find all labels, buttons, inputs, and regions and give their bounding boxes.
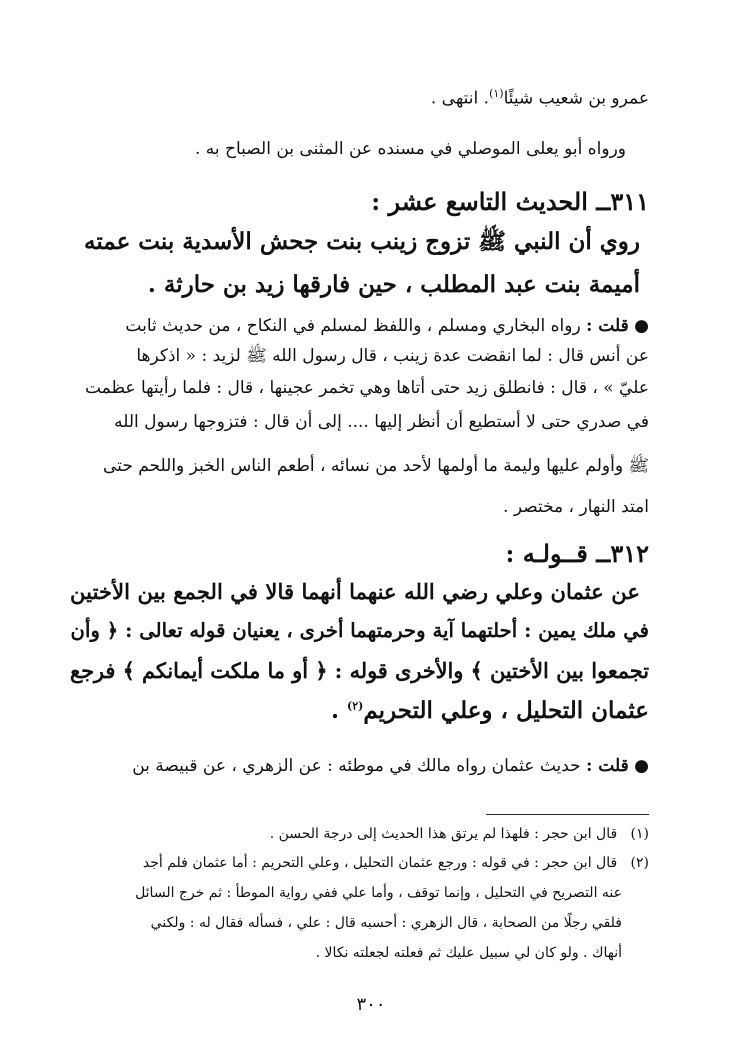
hadith-311-heading: ٣١١ــ الحديث التاسع عشر : <box>371 187 649 216</box>
commentary-text: حديث عثمان رواه مالك في موطئه : عن الزهري ، عن قبيصة بن <box>132 756 581 776</box>
footnote-1-text: قال ابن حجر : فلهذا لم يرتق هذا الحديث إلى درجة الحسن . <box>269 826 618 842</box>
hadith-311-commentary-line: عن أنس قال : لما انقضت عدة زينب ، قال رسول الله ﷺ لزيد : « اذكرها <box>136 346 649 366</box>
footnote-2-line: عنه التصريح في التحليل ، وإنما توقف ، وأما علي ففي رواية الموطأ : ثم خرج السائل <box>135 885 622 901</box>
commentary-label: قلت : <box>586 316 629 336</box>
footnote-2-mark: (٢) <box>630 855 649 871</box>
continuation-line-1 <box>431 87 649 109</box>
hadith-312-text-line: في ملك يمين : أحلتهما آية وحرمتهما أخرى ، يعنيان قوله تعالى : ﴿ وأن <box>70 619 649 642</box>
bullet-marker: ● <box>634 756 649 776</box>
footnote-1 <box>270 826 649 843</box>
hadith-311-commentary-line: عليّ » ، قال : فانطلق زيد حتى أتاها وهي تخمر عجينها ، قال : فلما رأيتها عظمت <box>84 378 649 398</box>
hadith-312-text-line-last <box>331 698 649 724</box>
hadith-311-text-line: أميمة بنت عبد المطلب ، حين فارقها زيد بن حارثة . <box>147 271 640 298</box>
hadith-311-commentary-line: في صدري حتى لا أستطيع أن أنظر إليها .... إلى أن قال : فتزوجها رسول الله <box>114 412 649 432</box>
hadith-312-last-end: . <box>330 697 347 724</box>
bullet-marker: ● <box>634 316 649 336</box>
footnote-ref-2: (٢) <box>346 699 364 713</box>
continuation-end: . انتهى . <box>430 88 490 109</box>
footnote-ref-1: (١) <box>489 87 504 100</box>
footnote-separator <box>486 814 649 815</box>
footnote-2 <box>143 855 649 872</box>
hadith-311-text-line: روي أن النبي ﷺ تزوج زينب بنت جحش الأسدية بنت عمته <box>84 228 640 255</box>
hadith-312-text-line: عن عثمان وعلي رضي الله عنهما أنهما قالا في الجمع بين الأختين <box>70 580 640 605</box>
footnote-2-text: قال ابن حجر : في قوله : ورجع عثمان التحليل ، وعلي التحريم : أما عثمان فلم أجد <box>142 855 618 871</box>
hadith-312-last-text: عثمان التحليل ، وعلي التحريم <box>363 697 649 724</box>
commentary-label: قلت : <box>586 756 629 776</box>
commentary-text: رواه البخاري ومسلم ، واللفظ لمسلم في النكاح ، من حديث ثابت <box>125 316 581 336</box>
footnote-2-line: فلقي رجلًا من الصحابة ، قال الزهري : أحسبه قال : علي ، فسأله فقال له : ولكني <box>150 915 622 931</box>
footnote-2-line: أنهاك . ولو كان لي سبيل عليك ثم فعلته لجعلته نكالا . <box>315 945 622 961</box>
hadith-311-commentary-line: امتد النهار ، مختصر . <box>503 497 649 517</box>
hadith-311-commentary-line: ﷺ وأولم عليها وليمة ما أولمها لأحد من نسائه ، أطعم الناس الخبز واللحم حتى <box>103 456 649 476</box>
hadith-312-commentary-first <box>132 756 649 776</box>
continuation-line-2: ورواه أبو يعلى الموصلي في مسنده عن المثنى بن الصباح به . <box>194 139 626 159</box>
hadith-311-commentary-first <box>125 316 649 336</box>
hadith-312-text-line: تجمعوا بين الأختين ﴾ والأخرى قوله : ﴿ أو ما ملكت أيمانكم ﴾ فرجع <box>70 658 649 683</box>
page-number: ٣٠٠ <box>356 994 386 1015</box>
continuation-text: عمرو بن شعيب شيئًا <box>503 88 649 109</box>
footnote-1-mark: (١) <box>630 826 649 842</box>
hadith-312-heading: ٣١٢ــ قــولـه : <box>505 539 649 568</box>
